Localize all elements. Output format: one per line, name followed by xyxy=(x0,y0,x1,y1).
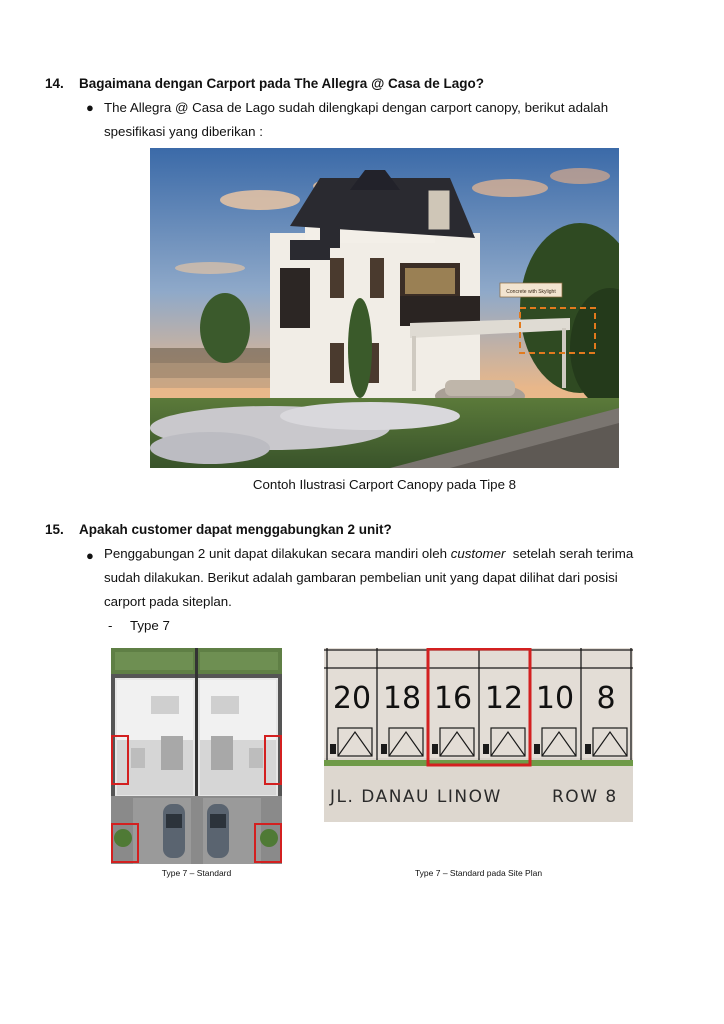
answer-15-line1-end: setelah serah terima xyxy=(505,546,634,561)
answer-15-line2: sudah dilakukan. Berikut adalah gambaran pembelian unit yang dapat dilihat dari posisi xyxy=(104,570,618,585)
answer-15-line1 xyxy=(104,542,633,566)
question-15-text: Apakah customer dapat menggabungkan 2 unit? xyxy=(79,522,392,537)
question-14 xyxy=(45,76,685,94)
site-plan-caption: Type 7 – Standard pada Site Plan xyxy=(414,868,543,878)
answer-15-line3: carport pada siteplan. xyxy=(104,594,232,609)
answer-14-line2: spesifikasi yang diberikan : xyxy=(104,124,263,139)
carport-canopy-illustration xyxy=(150,148,619,468)
question-15-number: 15. xyxy=(45,522,64,537)
question-14-text: Bagaimana dengan Carport pada The Allegra @ Casa de Lago? xyxy=(79,76,484,91)
row-label: ROW 8 xyxy=(552,787,618,807)
floor-plan-caption: Type 7 – Standard xyxy=(161,868,232,878)
image-callout-label: Concrete with Skylight xyxy=(506,289,556,295)
street-name: JL. DANAU LINOW xyxy=(330,787,502,807)
bullet-icon: ● xyxy=(86,548,94,563)
unit-number: 10 xyxy=(535,681,575,716)
answer-15-line1-start: Penggabungan 2 unit dapat dilakukan secara mandiri oleh xyxy=(104,546,451,561)
sub-item-dash: - xyxy=(108,618,113,633)
question-15 xyxy=(45,522,685,540)
unit-number: 16 xyxy=(433,681,473,716)
unit-number: 18 xyxy=(382,681,422,716)
answer-14-line1: The Allegra @ Casa de Lago sudah dilengkapi dengan carport canopy, berikut adalah xyxy=(104,100,609,115)
type7-site-plan xyxy=(324,648,633,822)
image-caption-14: Contoh Ilustrasi Carport Canopy pada Tipe 8 xyxy=(252,477,517,492)
sub-item-type7: Type 7 xyxy=(130,618,170,633)
unit-number: 8 xyxy=(596,681,616,716)
answer-15-line1-emphasis: customer xyxy=(450,546,506,561)
question-14-number: 14. xyxy=(45,76,64,91)
unit-number: 12 xyxy=(484,681,524,716)
type7-floor-plan xyxy=(111,648,282,864)
unit-number: 20 xyxy=(332,681,372,716)
bullet-icon: ● xyxy=(86,100,94,115)
